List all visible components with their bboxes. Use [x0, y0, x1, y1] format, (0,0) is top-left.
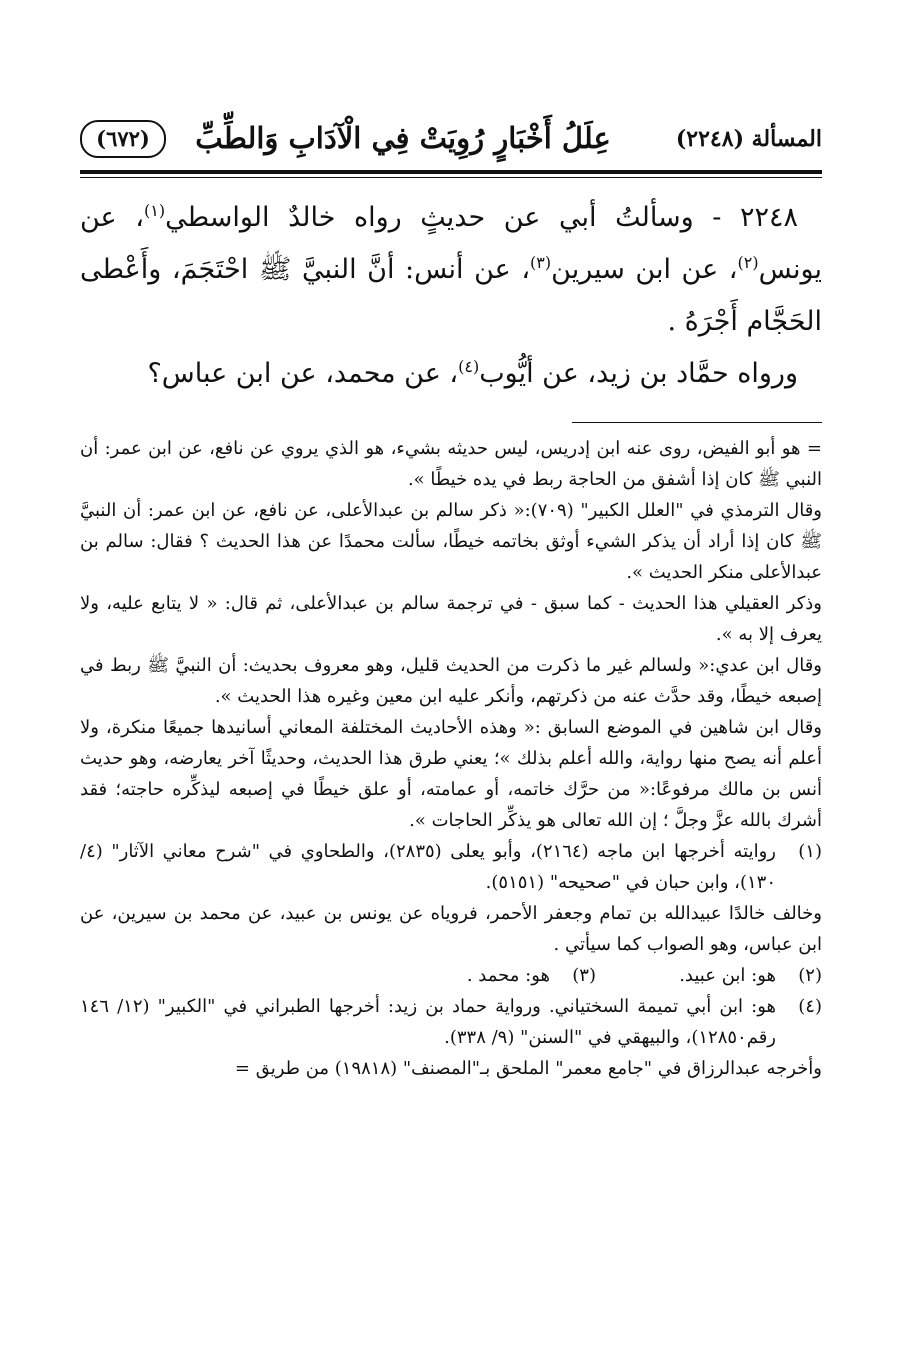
- footnote-continuation-3: وذكر العقيلي هذا الحديث - كما سبق - في ترجمة سالم بن عبدالأعلى، ثم قال: « لا يتابع عليه، ولا يعرف إلا به ».: [80, 593, 822, 645]
- footnote-continuation-5: وقال ابن شاهين في الموضع السابق :« وهذه الأحاديث المختلفة المعاني أسانيدها جميعًا منكرة، ولا أعلم أنه يصح منها رواية، والله أعلم بذلك »؛ يعني طرق هذا الحديث، وحديثًا آخر يعارضه، وهو حديث أنس بن مالك مرفوعًا:« من حرَّك خاتمه، أو عمامته، أو علق خيطًا في إصبعه ليذكِّره حاجته؛ فقد أشرك بالله عزَّ وجلَّ ؛ إن الله تعالى هو يذكِّر الحاجات ».: [80, 717, 822, 831]
- main-text: [80, 192, 822, 400]
- footnotes: [80, 433, 822, 1084]
- main-paragraph-question: [80, 192, 822, 348]
- text-segment: ، عن يونس: [80, 202, 822, 285]
- text-segment: ، عن أنس: أنَّ النبيَّ ﷺ احْتَجَمَ، وأَعْطى الحَجَّام أَجْرَهُ .: [80, 254, 822, 337]
- footnote-continuation-1: = هو أبو الفيض، روى عنه ابن إدريس، ليس حديثه بشيء، هو الذي يروي عن نافع، عن ابن عمر: أن النبي ﷺ كان إذا أشفق من الحاجة ربط في يده خيطًا ».: [80, 438, 822, 490]
- footnote-1-extra: وخالف خالدًا عبيدالله بن تمام وجعفر الأحمر، فروياه عن يونس بن عبيد، عن محمد بن سيرين، عن ابن عباس، وهو الصواب كما سيأتي .: [80, 903, 822, 955]
- footnote-ref-1[interactable]: (١): [143, 201, 166, 220]
- footnote-text-2: هو: ابن عبيد.: [679, 965, 776, 986]
- footnote-text-4: هو: ابن أبي تميمة السختياني. ورواية حماد بن زيد: أخرجها الطبراني في "الكبير" (١٢/ ١٤٦ رقم١٢٨٥٠)، والبيهقي في "السنن" (٩/ ٣٣٨).: [80, 996, 776, 1048]
- footnote-number-3: (٣): [572, 965, 596, 986]
- footnote-4: [80, 991, 822, 1053]
- page-number: (٦٧٢): [80, 120, 166, 158]
- issue-label: المسألة (٢٢٤٨): [675, 126, 822, 152]
- footnote-ref-3[interactable]: (٣): [530, 253, 552, 272]
- page-header: [80, 118, 822, 164]
- footnote-1: [80, 836, 822, 898]
- text-segment: ، عن محمد، عن ابن عباس؟: [147, 358, 459, 389]
- footnote-text-3: هو: محمد .: [466, 965, 550, 986]
- footnote-continuation-2: وقال الترمذي في "العلل الكبير" (٧٠٩):« ذكر سالم بن عبدالأعلى، عن نافع، عن ابن عمر: أن النبيَّ ﷺ كان إذا أراد أن يذكر الشيء أوثق بخاتمه خيطًا، سألت محمدًا عن هذا الحديث ؟ فقال: سالم بن عبدالأعلى منكر الحديث ».: [80, 500, 823, 583]
- footnote-3: [467, 960, 596, 991]
- text-segment: ، عن ابن سيرين: [551, 254, 738, 285]
- page: [80, 118, 822, 1084]
- footnote-text-1: روايته أخرجها ابن ماجه (٢١٦٤)، وأبو يعلى (٢٨٣٥)، والطحاوي في "شرح معاني الآثار" (٤/ ١٣٠)، وابن حبان في "صحيحه" (٥١٥١).: [80, 841, 776, 893]
- footnote-ref-4[interactable]: (٤): [458, 357, 480, 376]
- book-title: عِلَلُ أَخْبَارٍ رُوِيَتْ فِي الْآدَابِ وَالطِّبِّ: [195, 121, 611, 155]
- footnote-number-2: (٢): [798, 965, 822, 986]
- text-segment: ٢٢٤٨ - وسألتُ أبي عن حديثٍ رواه خالدٌ الواسطي: [165, 202, 799, 233]
- footnote-ref-2[interactable]: (٢): [737, 253, 759, 272]
- footnote-continuation-4: وقال ابن عدي:« ولسالم غير ما ذكرت من الحديث قليل، وهو معروف بحديث: أن النبيَّ ﷺ ربط في إصبعه خيطًا، وقد حدَّث عنه من ذكرتهم، وأنكر عليه ابن معين وغيره هذا الحديث ».: [80, 655, 822, 707]
- footnote-divider: [572, 422, 822, 423]
- footnote-row-2-3: [80, 960, 822, 991]
- footnote-number-4: (٤): [798, 996, 822, 1017]
- main-paragraph-variant: [80, 348, 822, 400]
- header-rule-thick: [80, 170, 822, 174]
- footnote-4-extra: وأخرجه عبدالرزاق في "جامع معمر" الملحق بـ"المصنف" (١٩٨١٨) من طريق =: [234, 1058, 822, 1079]
- footnote-number-1: (١): [798, 841, 822, 862]
- footnote-2: [596, 960, 822, 991]
- text-segment: ورواه حمَّاد بن زيد، عن أيُّوب: [479, 358, 798, 389]
- header-rule-thin: [80, 177, 822, 178]
